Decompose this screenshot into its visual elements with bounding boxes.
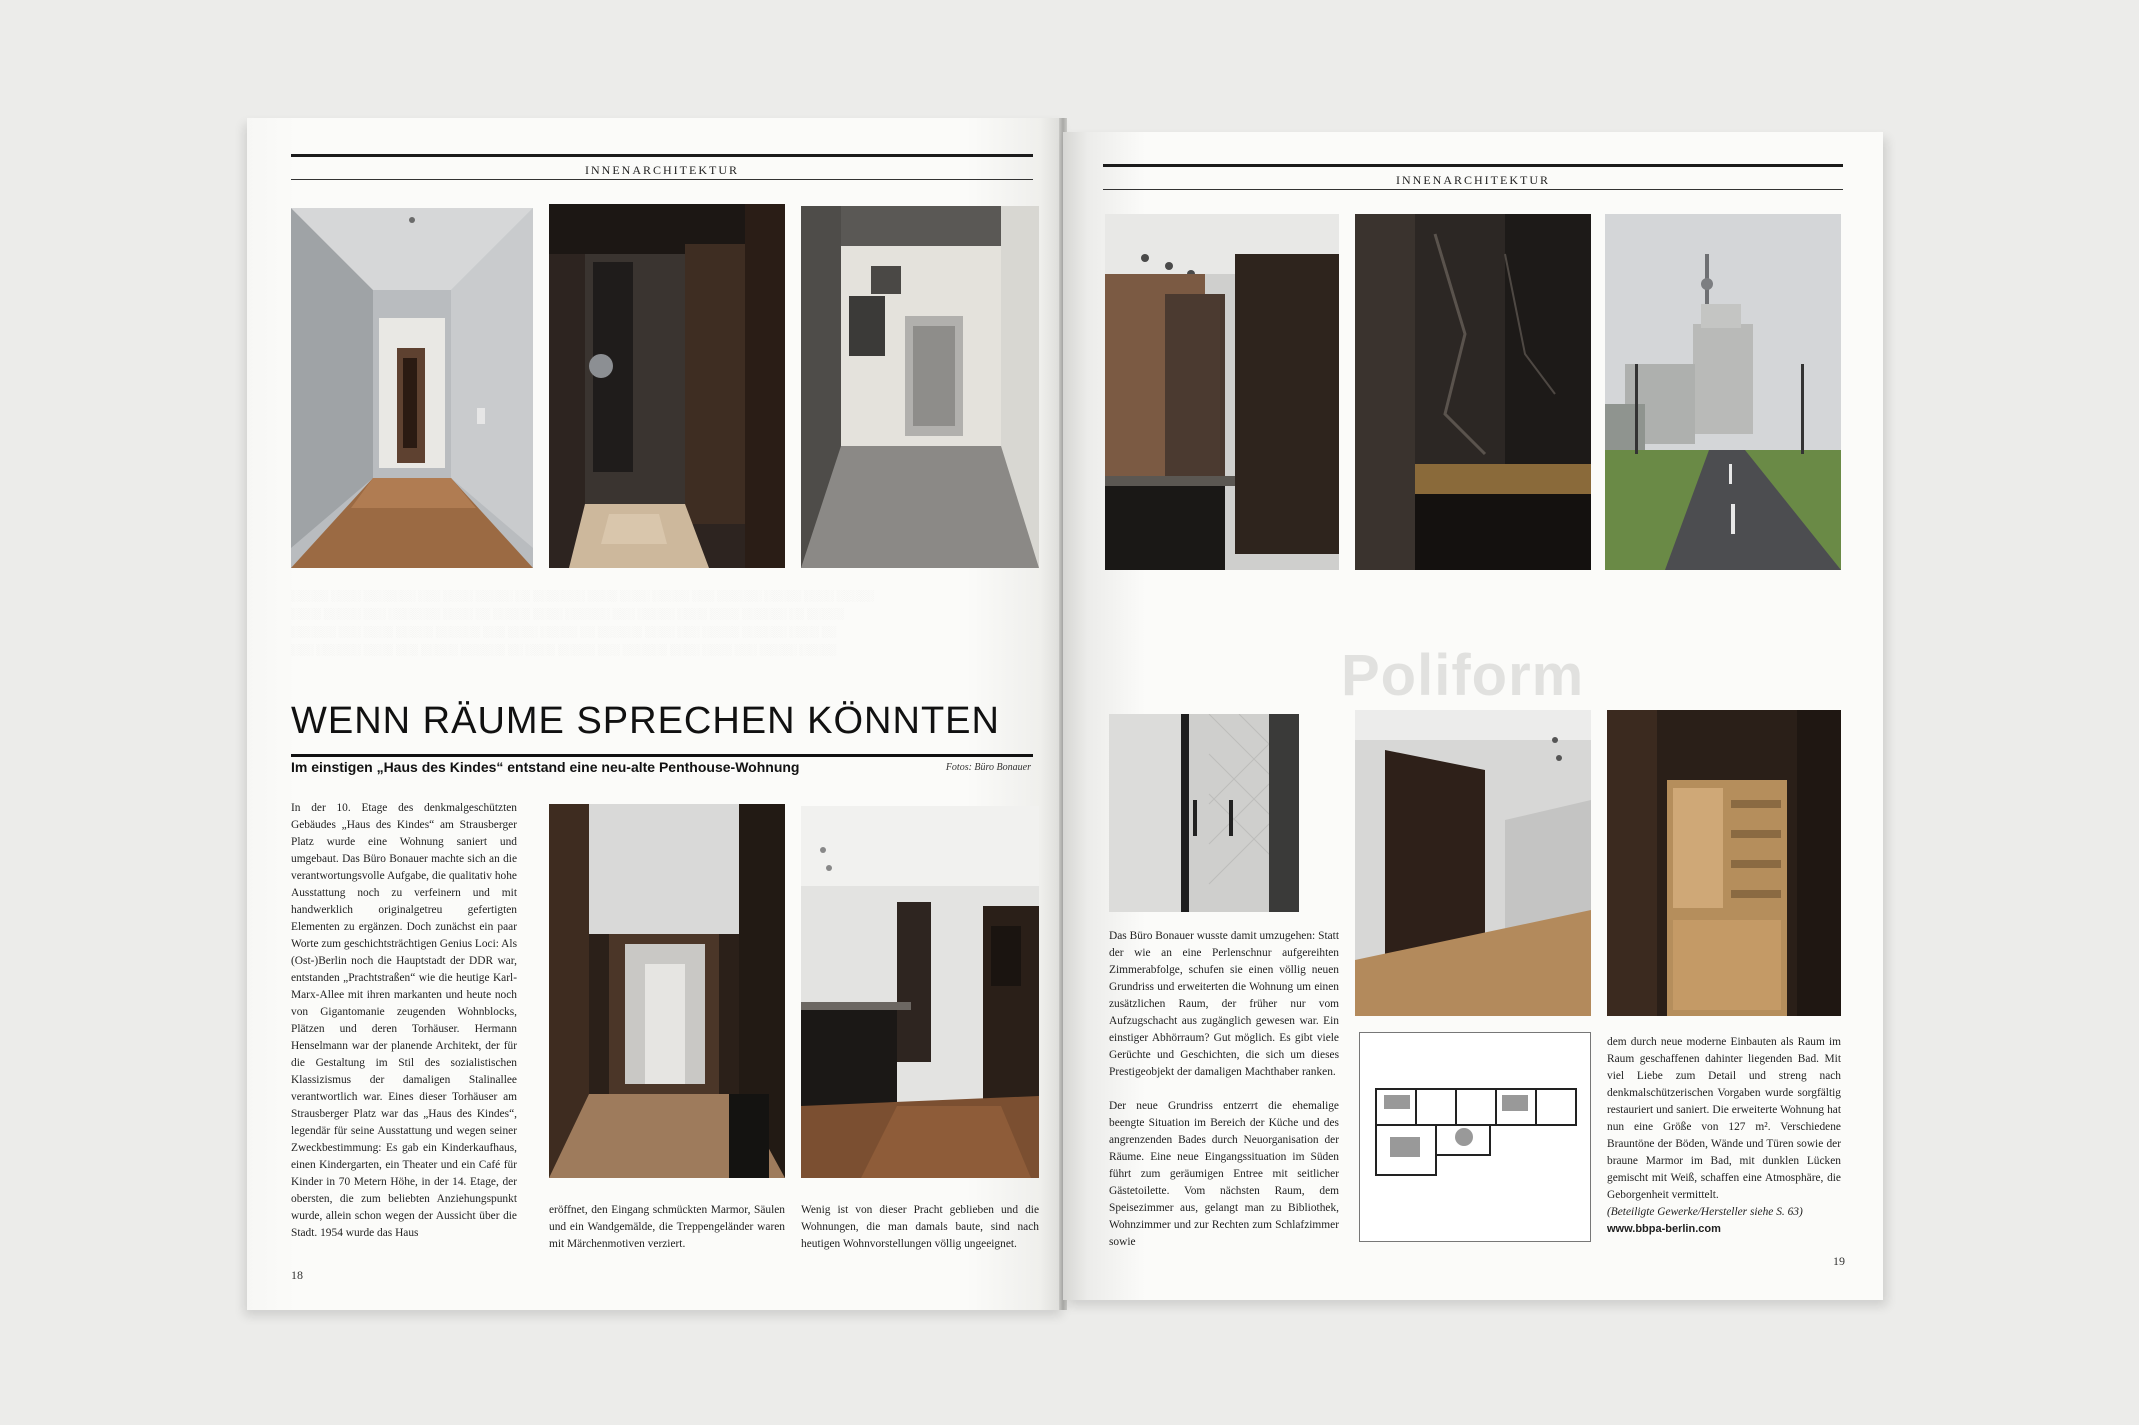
- entrance-door-photo: [549, 204, 785, 568]
- headline-rule: [291, 754, 1033, 757]
- glass-door-photo: [1109, 714, 1299, 912]
- ceiling-lights-photo: [1105, 214, 1339, 570]
- corridor-photo: [291, 208, 533, 568]
- show-through-text: ░░░░░ ░░░░ ░░░░░░░ ░░░ ░░░░ ░░░░░ ░░ ░░░░░░░ ░░░░ ░░░░ ░░░░░ ░░░ ░░░░░░ ░░░░░ ░░░░ ░░░░░ ░░░░ ░░░░░ ░░░ ░░░░░░░ ░░░░ ░░ ░░░░░ ░░░░ ░░░░░░ ░░░ ░░░░░ ░░░░ ░░░░ ░░░░░░ ░░ ░░░░░ ░░░░░░ ░░░ ░░░░ ░░░░░ ░░░░░░ ░░░ ░░░░ ░░░░░ ░░ ░░░░░░ ░░░░ ░░░ ░░░░░ ░░░░░░ ░░░░ ░░ ░░░ ░░░░░░ ░░░░ ░░░ ░░░░░ ░░░░░░ ░░ ░░░░ ░░░░░ ░░░ ░░░░░░ ░░░░ ░░░░ ░░░ ░░░░░ ░░░░░: [291, 591, 874, 656]
- wardrobe-photo: [1607, 710, 1841, 1016]
- right-page: [1063, 132, 1883, 1300]
- paragraph: Das Büro Bonauer wusste damit umzugehen: Statt der wie an eine Perlenschnur aufgereihten Zimmerabfolge, schufen sie einen völlig neuen Grundriss und erweiterten die Wohnung um einen zusätzlichen Raum, der früher nur vom Aufzugschacht aus zugänglich gewesen war. Ein einstiger Abhörraum? Gut möglich. Es gibt viele Gerüchte und Geschichten, die sich um dieses Prestigeobjekt der damaligen Machthaber ranken.: [1109, 930, 1339, 1078]
- paragraph: dem durch neue moderne Einbauten als Raum im Raum geschaffenen dahinter liegenden Bad. Mit viel Liebe zum Detail und streng nach denkmalschützerischen Vorgaben wurde sorgfältig restauriert und saniert. Die erweiterte Wohnung hat nun eine Größe von 127 m². Verschiedene Brauntöne der Böden, Wände und Türen sowie der braune Marmor im Bad, mit dunklen Lücken gemischt mit Weiß, schaffen eine Atmosphäre, die Geborgenheit vermittelt.: [1607, 1036, 1841, 1201]
- section-label: INNENARCHITEKTUR: [1396, 173, 1550, 187]
- paragraph: Wenig ist von dieser Pracht geblieben und die Wohnungen, die man damals baute, sind nach heutigen Wohnvorstellungen völlig ungeeignet.: [801, 1204, 1039, 1250]
- headline: WENN RÄUME SPRECHEN KÖNNTEN: [291, 700, 1000, 742]
- left-page: [247, 118, 1065, 1310]
- section-label: INNENARCHITEKTUR: [585, 163, 739, 177]
- floorplan-drawing: [1359, 1032, 1591, 1242]
- article-column-1: [291, 800, 517, 1242]
- photo-credit: Fotos: Büro Bonauer: [945, 762, 1031, 773]
- section-rule-thin: [291, 179, 1033, 180]
- old-tile-room-photo: [801, 206, 1039, 568]
- article-column-5: [1607, 1034, 1841, 1238]
- section-rule: [1103, 164, 1843, 167]
- kitchen-photo: [801, 806, 1039, 1178]
- karl-marx-allee-street-photo: [1605, 214, 1841, 570]
- section-rule: [291, 154, 1033, 157]
- poliform-watermark: Poliform: [1341, 643, 1585, 708]
- section-rule-thin: [1103, 189, 1843, 190]
- article-column-3: [801, 1202, 1039, 1253]
- paragraph: Der neue Grundriss entzerrt die ehemalige beengte Situation im Bereich der Küche und des angrenzenden Bades durch Neuorganisation der Räume. Eine neue Eingangssituation im Süden führt zum geräumigen Entree mit seitlicher Gästetoilette. Vom nächsten Raum, dem Speisezimmer aus, gelangt man zu Bibliothek, Wohnzimmer und zur Rechten zum Schlafzimmer sowie: [1109, 1100, 1339, 1248]
- subtitle: Im einstigen „Haus des Kindes“ entstand eine neu-alte Penthouse-Wohnung: [291, 759, 800, 775]
- paragraph: eröffnet, den Eingang schmückten Marmor, Säulen und ein Wandgemälde, die Treppengeländer waren mit Märchenmotiven verziert.: [549, 1204, 785, 1250]
- living-room-photo: [1355, 710, 1591, 1016]
- page-number-left: 18: [291, 1268, 303, 1282]
- paragraph: In der 10. Etage des denkmalgeschützten Gebäudes „Haus des Kindes“ am Strausberger Platz wurde eine Wohnung saniert und umgebaut. Das Büro Bonauer machte sich an die verantwortungsvolle Aufgabe, die qualitativ hohe Ausstattung noch zu verfeinern und mit handwerklich originalgetreu gefertigten Elementen zu ergänzen. Doch zunächst ein paar Worte zum geschichtsträchtigen Genius Loci: Als (Ost-)Berlin noch die Hauptstadt der DDR war, entstanden „Prachtstraßen“ wie die heutige Karl-Marx-Allee mit ihren markanten und heute noch von Gigantomanie zeugenden Wohnblocks, Plätzen und deren Torhäuser. Hermann Henselmann war der planende Architekt, der für die Gestaltung im Stil des sozialistischen Klassizismus der damaligen Stalinallee verantwortlich war. Eines dieser Torhäuser am Strausberger Platz war das „Haus des Kindes“, legendär für seine Ausstattung und wegen seiner Zweckbestimmung: Es gab ein Kinderkaufhaus, einen Kindergarten, ein Theater und ein Café für Kinder in 70 Metern Höhe, in der 14. Etage, der obersten, die zum beliebten Anziehungspunkt wurde, allein schon wegen der Aussicht über die Stadt. 1954 wurde das Haus: [291, 802, 517, 1239]
- article-column-4: [1109, 928, 1339, 1251]
- marble-basin-photo: [1355, 214, 1591, 570]
- wood-panel-doorway-photo: [549, 804, 785, 1178]
- website-url[interactable]: www.bbpa-berlin.com: [1607, 1223, 1721, 1235]
- article-column-2: [549, 1202, 785, 1253]
- page-number-right: 19: [1833, 1254, 1845, 1268]
- manufacturer-note: (Beteiligte Gewerke/Hersteller siehe S. 63): [1607, 1206, 1803, 1218]
